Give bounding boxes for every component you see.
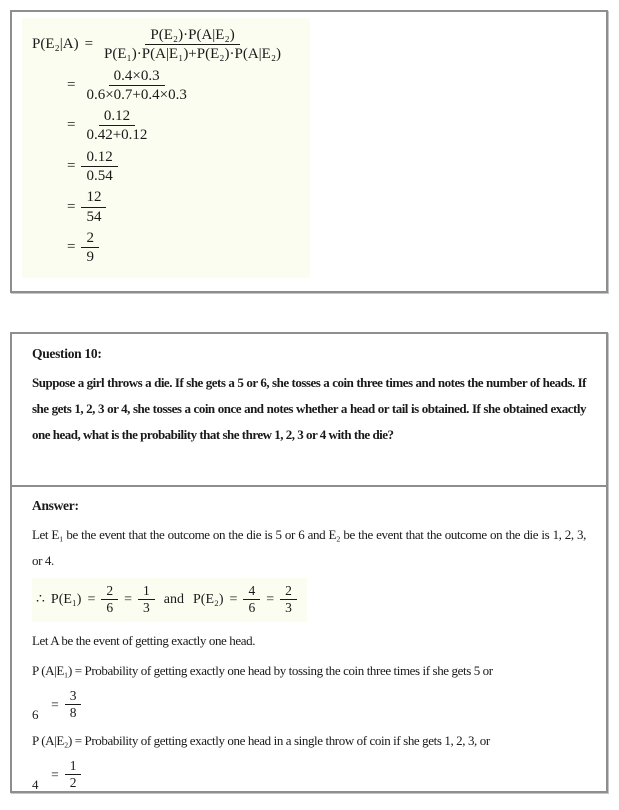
bayes-derivation-equations — [22, 18, 310, 278]
probability-e2-label: P(E₂) — [193, 591, 224, 607]
equals-sign: = — [51, 766, 59, 782]
wrapped-digit: 4 — [32, 776, 39, 792]
fraction-denominator: 0.42+0.12 — [86, 127, 148, 144]
wrapped-equation-line — [32, 758, 586, 792]
equals-sign: = — [67, 76, 76, 93]
fraction-denominator: P(E₁)·P(A|E₁)+P(E₂)·P(A|E₂) — [104, 46, 282, 63]
fraction-numerator: 2 — [280, 583, 297, 600]
fraction-numerator: P(E₂)·P(A|E₂) — [145, 26, 239, 45]
fraction-numerator: 0.4×0.3 — [109, 67, 165, 86]
fraction-denominator: 3 — [285, 600, 292, 616]
equation-line-1 — [32, 26, 306, 64]
fraction — [101, 583, 118, 617]
bayes-derivation-box — [10, 10, 608, 293]
fraction-denominator: 54 — [86, 208, 102, 225]
equation-line-4 — [67, 148, 306, 186]
fraction-numerator: 0.12 — [99, 107, 135, 126]
question-answer-box — [10, 332, 608, 793]
fraction-numerator: 2 — [81, 229, 99, 248]
fraction-denominator: 9 — [86, 249, 94, 266]
wrapped-equation-line — [32, 688, 586, 722]
fraction — [65, 758, 82, 792]
equals-sign: = — [67, 158, 76, 175]
equals-sign: = — [67, 117, 76, 134]
answer-paragraph-p-a-e1: P (A|E₁) = Probability of getting exactly one head by tossing the coin three times if she gets 5 or — [32, 662, 493, 678]
fraction — [65, 688, 82, 722]
equals-sign: = — [51, 696, 59, 712]
answer-paragraph-event-a: Let A be the event of getting exactly one head. — [32, 632, 256, 648]
fraction-denominator: 0.54 — [86, 168, 113, 185]
equals-sign: = — [87, 591, 96, 607]
fraction — [81, 67, 191, 105]
equation-line-2 — [67, 67, 306, 105]
equals-sign: = — [67, 198, 76, 215]
conjunction-and: and — [163, 591, 184, 607]
therefore-symbol: ∴ — [36, 592, 45, 608]
fraction-numerator: 3 — [65, 688, 82, 705]
fraction-denominator: 0.6×0.7+0.4×0.3 — [86, 86, 187, 103]
question-text: Suppose a girl throws a die. If she gets a 5 or 6, she tosses a coin three times and notes the number of heads. If she gets 1, 2, 3 or 4, she tosses a coin once and notes whether a head or tail is obtained. If she obtained exactly one head, what is the probability that she threw 1, 2, 3 or 4 with the die? — [32, 375, 586, 442]
wrapped-digit: 6 — [32, 706, 39, 722]
fraction-numerator: 2 — [101, 583, 118, 600]
fraction-denominator: 6 — [248, 600, 256, 616]
fraction-numerator: 1 — [138, 583, 155, 600]
answer-section — [12, 487, 606, 793]
fraction-numerator: 12 — [81, 188, 106, 207]
equals-sign: = — [266, 591, 275, 607]
fraction-denominator: 6 — [106, 600, 114, 616]
fraction — [280, 583, 297, 617]
question-section — [12, 334, 606, 485]
equation-line-6 — [67, 229, 306, 267]
fraction-denominator: 2 — [69, 775, 77, 791]
probability-equation-line — [32, 578, 307, 622]
equation-line-3 — [67, 107, 306, 145]
fraction — [138, 583, 155, 617]
fraction-denominator: 8 — [69, 705, 77, 721]
fraction — [81, 107, 152, 145]
fraction-numerator: 4 — [243, 583, 260, 600]
fraction — [243, 583, 260, 617]
equation-line-5 — [67, 188, 306, 226]
answer-paragraph-p-a-e2: P (A|E₂) = Probability of getting exactly one head in a single throw of coin if she gets 1, 2, 3, or — [32, 732, 490, 748]
fraction-numerator: 0.12 — [81, 148, 117, 167]
fraction-denominator: 3 — [143, 600, 150, 616]
answer-heading: Answer: — [32, 498, 79, 513]
question-heading: Question 10: — [32, 346, 102, 361]
equals-sign: = — [67, 239, 76, 256]
equals-sign: = — [84, 36, 94, 53]
equals-sign: = — [124, 591, 133, 607]
probability-e1-label: P(E₁) — [50, 591, 82, 607]
fraction — [81, 188, 106, 226]
equation-lhs: P(E₂|A) — [32, 36, 79, 53]
fraction — [99, 26, 286, 64]
answer-paragraph-events: Let E₁ be the event that the outcome on the die is 5 or 6 and E₂ be the event that the outcome on the die is 1, 2, 3, or 4. — [32, 527, 586, 568]
equation-value — [51, 758, 81, 792]
fraction-numerator: 1 — [65, 758, 82, 775]
equation-value — [51, 688, 81, 722]
fraction — [81, 229, 99, 267]
equals-sign: = — [229, 591, 238, 607]
fraction — [81, 148, 117, 186]
